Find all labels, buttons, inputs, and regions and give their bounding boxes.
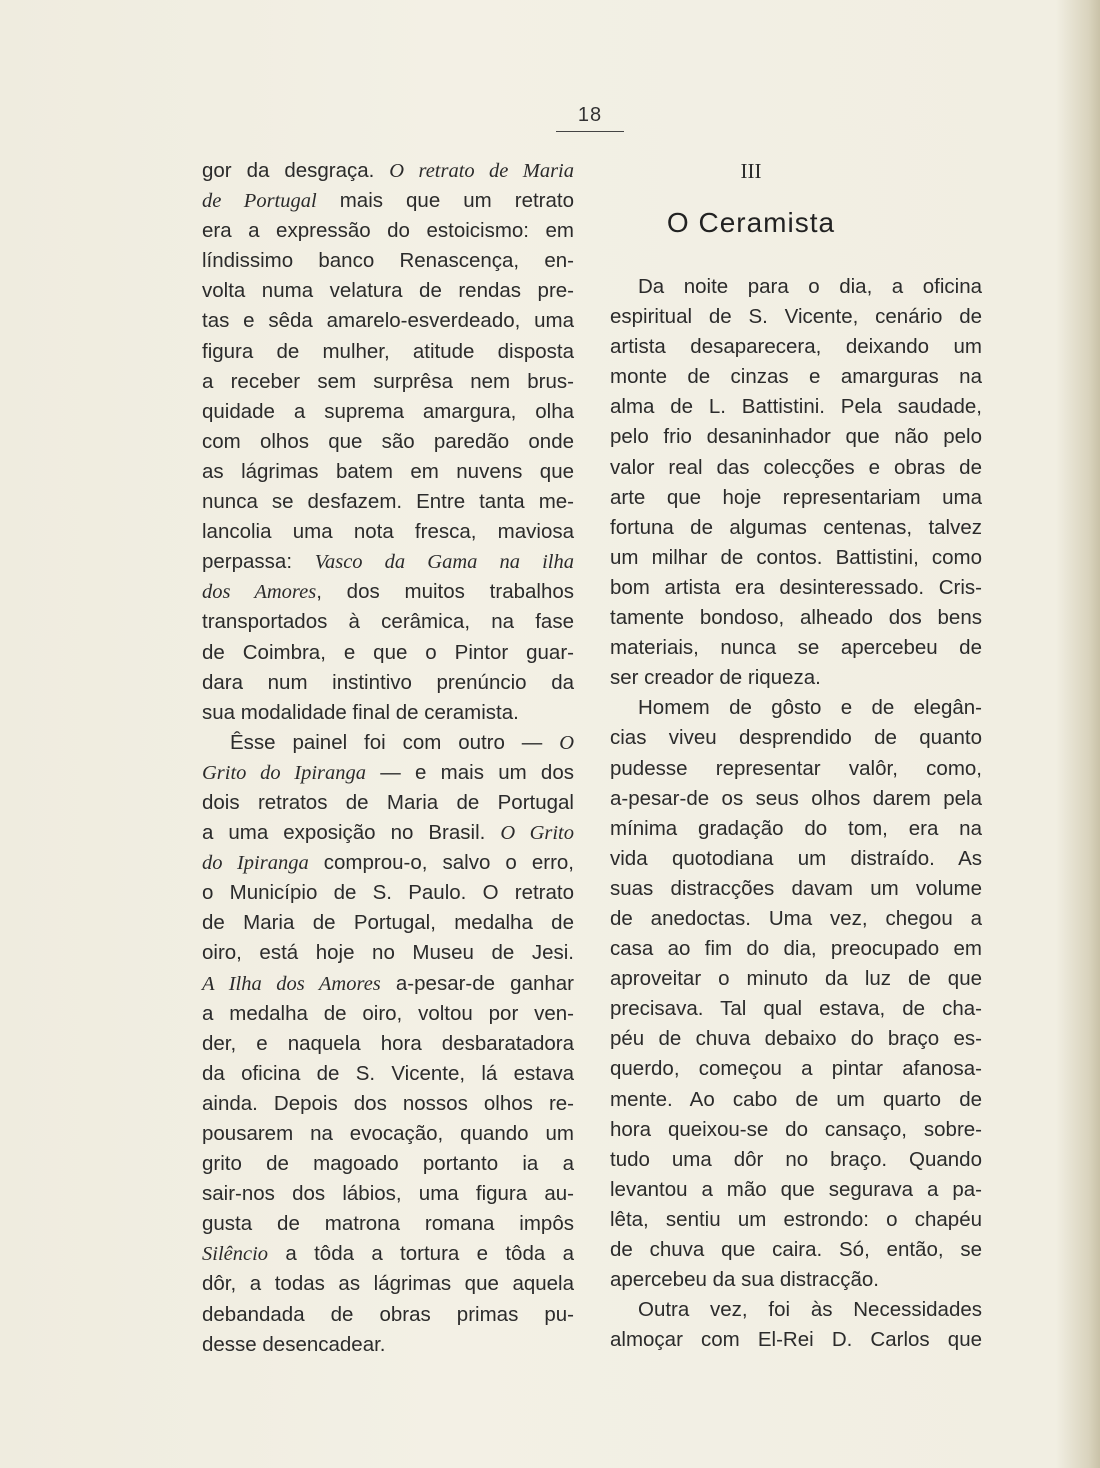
text-line [202,1209,574,1239]
text-run: arte que hoje representariam uma [610,485,982,509]
text-run: artista desaparecera, deixando um [610,335,982,359]
text-run: mais que um retrato [316,189,574,213]
text-run: a medalha de oiro, voltou por ven- [202,1001,574,1025]
italic-text: O Grito [500,822,574,845]
text-line [202,969,574,999]
text-line [202,1059,574,1089]
text-run: comprou-o, salvo o erro, [308,851,575,875]
text-line [610,663,982,693]
text-line [202,577,574,607]
text-run: mente. Ao cabo de um quarto de [610,1087,982,1111]
text-run: espiritual de S. Vicente, cenário de [610,305,982,329]
text-run: hora queixou-se do cansaço, sobre- [610,1117,982,1141]
text-line [610,754,982,784]
text-line [610,1295,982,1325]
text-run: lêta, sentiu um estrondo: o chapéu [610,1207,982,1231]
text-line [610,1085,982,1115]
text-run: transportados à cerâmica, na fase [202,610,574,634]
italic-text: O [559,731,574,754]
text-run: tudo uma dôr no braço. Quando [610,1147,982,1171]
text-line [610,844,982,874]
text-line [610,483,982,513]
text-run: materiais, nunca se apercebeu de [610,636,982,660]
text-line [610,453,982,483]
text-line [610,573,982,603]
text-run: figura de mulher, atitude disposta [202,339,574,363]
text-line [202,1239,574,1269]
text-line [610,422,982,452]
text-run: der, e naquela hora desbaratadora [202,1031,574,1055]
text-line [202,788,574,818]
text-run: pelo frio desaninhador que não pelo [610,425,982,449]
text-run: dôr, a todas as lágrimas que aquela [202,1272,574,1296]
text-run: ainda. Depois dos nossos olhos re- [202,1091,574,1115]
italic-text: dos Amores [202,581,317,604]
text-line [610,934,982,964]
text-line [202,397,574,427]
text-run: líndissimo banco Renascença, en- [202,249,574,273]
text-line [202,1330,574,1360]
text-run: o Município de S. Paulo. O retrato [202,881,574,905]
text-line [202,728,574,758]
italic-text: Grito do Ipiranga [202,761,367,784]
text-line [202,186,574,216]
text-line [202,487,574,517]
text-line [202,758,574,788]
text-run: dois retratos de Maria de Portugal [202,790,574,814]
text-line [610,362,982,392]
right-column-body [610,272,982,1355]
text-run: Êsse painel foi com outro — [230,730,560,754]
text-run: nunca se desfazem. Entre tanta me- [202,490,574,514]
chapter-number: III [740,159,762,183]
text-run: vida quotodiana um distraído. As [610,846,982,870]
text-run: ser creador de riqueza. [610,666,821,690]
text-line [610,1205,982,1235]
text-run: gor da desgraça. [202,159,390,182]
text-line [202,1089,574,1119]
text-run: perpassa: [202,550,315,574]
text-run: de chuva que caira. Só, então, se [610,1238,982,1261]
text-run: a receber sem surprêsa nem brus- [202,369,574,393]
text-line [610,1325,982,1355]
italic-text: Silêncio [202,1243,269,1266]
italic-text: do Ipiranga [202,852,309,875]
text-line [202,1269,574,1299]
italic-text: de Portugal [202,190,317,213]
text-line [202,848,574,878]
text-run: , dos muitos trabalhos [316,580,575,604]
text-line [202,668,574,698]
text-run: péu de chuva debaixo do braço es- [610,1027,982,1051]
text-run: valor real das colecções e obras de [610,455,982,479]
text-line [202,1119,574,1149]
text-line [202,908,574,938]
text-run: sua modalidade final de ceramista. [202,700,519,724]
text-run: era a expressão do estoicismo: em [202,219,574,243]
text-line [610,784,982,814]
text-line [202,1149,574,1179]
text-line [610,332,982,362]
text-run: da oficina de S. Vicente, lá estava [202,1061,574,1085]
text-run: pudesse representar valôr, como, [610,756,982,780]
text-run: debandada de obras primas pu- [202,1302,574,1326]
text-line [202,878,574,908]
text-run: cias viveu desprendido de quanto [610,726,982,750]
text-line [202,156,574,186]
text-line [202,306,574,336]
text-run: oiro, está hoje no Museu de Jesi. [202,941,574,965]
text-line [610,1175,982,1205]
text-line [610,723,982,753]
text-run: tamente bondoso, alheado dos bens [610,606,982,630]
text-line [202,1179,574,1209]
text-line [202,1029,574,1059]
italic-text: A Ilha dos Amores [202,972,381,995]
text-line [202,818,574,848]
text-line [202,337,574,367]
text-line [610,814,982,844]
text-run: querdo, começou a pintar afanosa- [610,1057,982,1081]
text-run: de anedoctas. Uma vez, chegou a [610,906,982,930]
text-line [610,994,982,1024]
page-number: 18 [577,104,603,126]
text-run: almoçar com El-Rei D. Carlos que [610,1328,982,1352]
text-run: a-pesar-de os seus olhos darem pela [610,786,982,810]
text-line [202,216,574,246]
text-run: suas distracções davam um volume [610,876,982,900]
text-line [610,272,982,302]
text-run: bom artista era desinteressado. Cris- [610,575,982,599]
text-run: a uma exposição no Brasil. [202,821,501,845]
text-run: um milhar de contos. Battistini, como [610,545,982,569]
text-run: sair-nos dos lábios, uma figura au- [202,1182,574,1206]
text-line [202,457,574,487]
text-run: pousarem na evocação, quando um [202,1122,574,1145]
text-run: as lágrimas batem em nuvens que [202,459,574,483]
text-line [202,547,574,577]
text-line [202,938,574,968]
right-column [610,156,982,1355]
text-line [610,964,982,994]
text-run: aproveitar o minuto da luz de que [610,967,982,991]
text-line [202,517,574,547]
text-line [610,1265,982,1295]
text-run: dara num instintivo prenúncio da [202,670,574,694]
text-run: apercebeu da sua distracção. [610,1268,879,1292]
text-line [202,367,574,397]
text-line [610,1235,982,1265]
text-line [610,693,982,723]
text-run: alma de L. Battistini. Pela saudade, [610,395,982,419]
text-line [610,302,982,332]
text-line [610,874,982,904]
text-line [202,698,574,728]
text-run: lancolia uma nota fresca, maviosa [202,520,574,544]
text-line [610,1115,982,1145]
page-number-rule [556,131,624,132]
text-line [610,1024,982,1054]
text-line [202,638,574,668]
text-run: desse desencadear. [202,1332,386,1356]
chapter-title: O Ceramista [666,207,836,238]
text-run: fortuna de algumas centenas, talvez [610,515,982,539]
text-run: monte de cinzas e amarguras na [610,365,982,389]
italic-text: O retrato de Maria [389,160,575,182]
text-run: Homem de gôsto e de elegân- [638,696,982,720]
text-run: de Coimbra, e que o Pintor guar- [202,640,574,664]
text-line [202,276,574,306]
text-line [202,246,574,276]
text-line [202,607,574,637]
text-line [202,427,574,457]
text-run: a tôda a tortura e tôda a [268,1242,574,1266]
left-column [202,156,574,1360]
text-line [610,633,982,663]
text-run: Da noite para o dia, a oficina [638,275,982,298]
text-run: gusta de matrona romana impôs [202,1212,574,1236]
italic-text: Vasco da Gama na ilha [314,551,574,574]
text-run: precisava. Tal qual estava, de cha- [610,997,982,1021]
text-line [610,392,982,422]
text-run: de Maria de Portugal, medalha de [202,911,574,935]
text-run: casa ao fim do dia, preocupado em [610,937,982,961]
text-line [610,603,982,633]
text-run: com olhos que são paredão onde [202,429,574,453]
text-line [610,513,982,543]
text-run: grito de magoado portanto ia a [202,1152,574,1176]
text-run: — e mais um dos [366,760,574,784]
text-run: Outra vez, foi às Necessidades [638,1298,982,1322]
text-run: levantou a mão que segurava a pa- [610,1177,982,1201]
text-line [610,543,982,573]
text-run: volta numa velatura de rendas pre- [202,279,574,303]
text-line [202,1300,574,1330]
text-run: quidade a suprema amargura, olha [202,399,574,423]
text-run: a-pesar-de ganhar [380,971,574,995]
text-run: tas e sêda amarelo-esverdeado, uma [202,309,574,333]
text-line [610,904,982,934]
text-line [610,1054,982,1084]
text-run: mínima gradação do tom, era na [610,816,982,840]
text-line [202,999,574,1029]
text-line [610,1145,982,1175]
